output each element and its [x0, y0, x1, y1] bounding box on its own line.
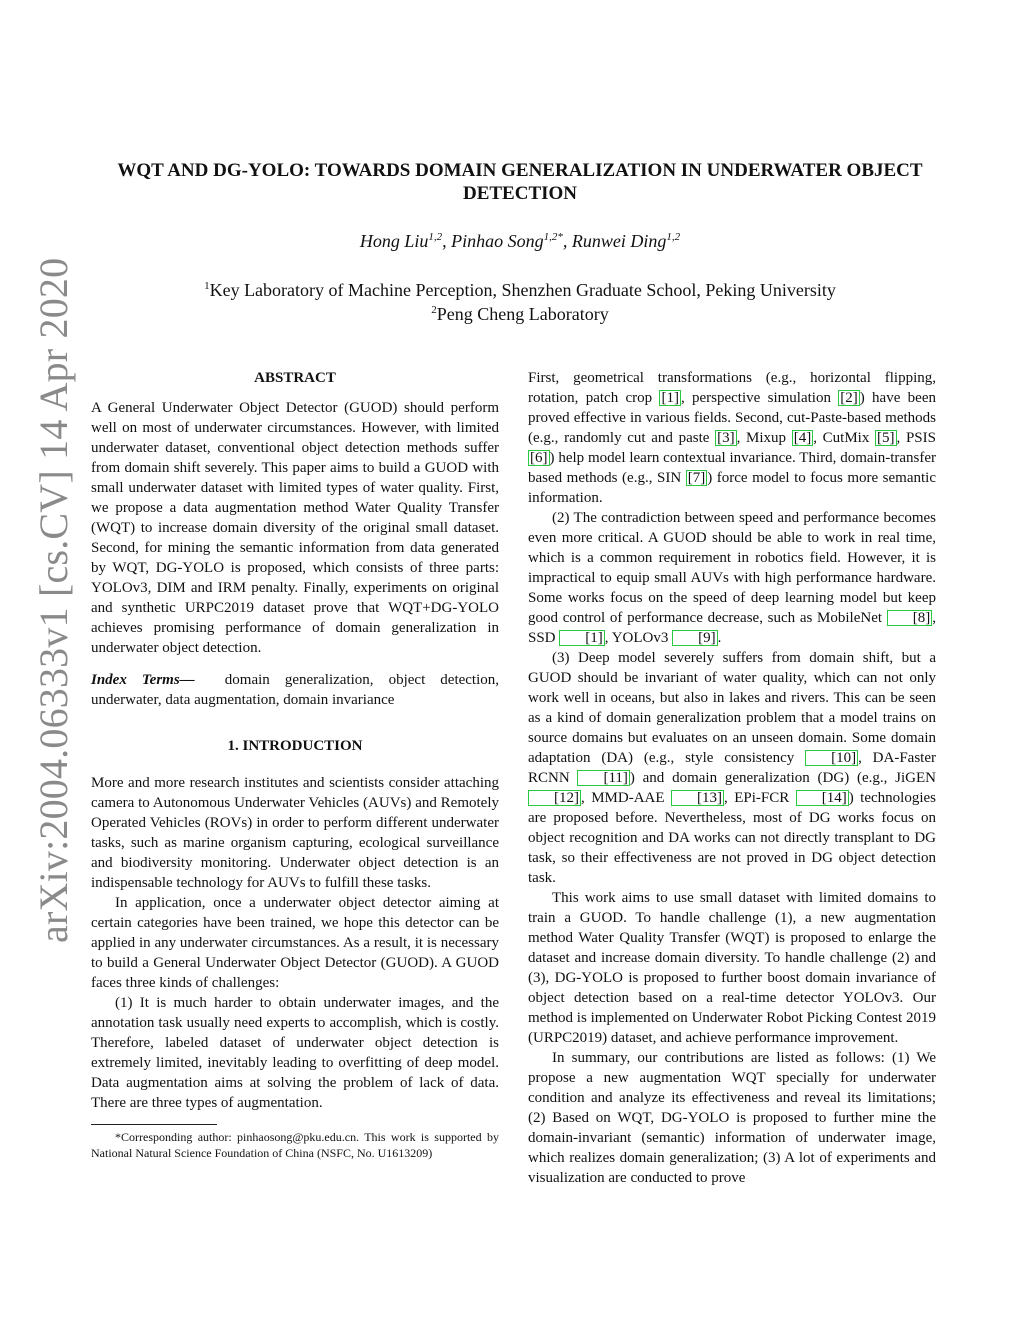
- author-name: Pinhao Song: [451, 231, 544, 251]
- author-name: Hong Liu: [359, 231, 429, 251]
- author-affiliation-marker: 1,2*: [543, 231, 563, 243]
- body-paragraph: [528, 368, 936, 508]
- author-affiliation-marker: 1,2: [428, 231, 443, 243]
- introduction-heading: 1. INTRODUCTION: [227, 738, 363, 754]
- citation-link[interactable]: [14]: [796, 790, 849, 806]
- text-run: .: [717, 630, 722, 646]
- text-run: , DA-Faster RCNN: [528, 750, 936, 786]
- citation-link[interactable]: [13]: [671, 790, 724, 806]
- affiliation-text: Peng Cheng Laboratory: [436, 304, 609, 324]
- footnote-rule: [91, 1124, 217, 1125]
- text-run: (3) Deep model severely suffers from domain shift, but a GUOD should be invariant of water quality, which can not only work well in oceans, but also in lakes and rivers. This can be seen as a kind of domain generalization problem that a model trains on source domains but evaluates on an unseen domain. Some domain adaptation (DA) (e.g., style consistency: [528, 650, 936, 766]
- paper-title: WQT AND DG-YOLO: TOWARDS DOMAIN GENERALIZATION IN UNDERWATER OBJECT DETECTION: [117, 160, 923, 204]
- author-affiliation-marker: 1,2: [666, 231, 681, 243]
- footnote: *Corresponding author: pinhaosong@pku.edu.cn. This work is supported by National Natural Science Foundation of China (NSFC, No. U1613209): [91, 1130, 499, 1160]
- affiliation-line: [100, 302, 940, 326]
- text-run: , Mixup: [736, 430, 792, 446]
- right-column: [528, 368, 936, 1188]
- citation-link[interactable]: [1]: [559, 630, 605, 646]
- citation-link[interactable]: [12]: [528, 790, 581, 806]
- abstract-heading: ABSTRACT: [254, 370, 336, 386]
- intro-paragraph: (1) It is much harder to obtain underwater images, and the annotation task usually need experts to accomplish, which is costly. Therefore, labeled dataset of underwater object detection is extremely limited, inevitably leading to overfitting of deep model. Data augmentation aims at solving the problem of lack of data. There are three types of augmentation.: [91, 995, 499, 1111]
- text-run: First, geometrical transformations (e.g., horizontal flipping, rotation, patch crop: [528, 370, 936, 406]
- affiliations: [100, 278, 940, 326]
- left-column: [91, 368, 499, 1161]
- text-run: ) and domain generalization (DG) (e.g., JiGEN: [629, 770, 936, 786]
- text-run: , CutMix: [813, 430, 876, 446]
- index-terms-text: domain generalization, object detection, underwater, data augmentation, domain invariance: [91, 672, 500, 708]
- body-paragraph: [528, 508, 936, 648]
- text-run: ) help model learn contextual invariance. Third, domain-transfer based methods (e.g., SIN: [528, 450, 936, 486]
- citation-link[interactable]: [5]: [877, 430, 895, 446]
- index-terms: [91, 670, 499, 710]
- author-name: Runwei Ding: [571, 231, 667, 251]
- citation-link[interactable]: [11]: [577, 770, 629, 786]
- intro-paragraph: In application, once a underwater object detector aiming at certain categories have been trained, we hope this detector can be applied in any underwater circumstances. As a result, it is necessary to build a General Underwater Object Detector (GUOD). A GUOD faces three kinds of challenges:: [91, 895, 499, 991]
- citation-link[interactable]: [1]: [661, 390, 679, 406]
- affiliation-text: Key Laboratory of Machine Perception, Shenzhen Graduate School, Peking University: [209, 280, 836, 300]
- citation-link[interactable]: [10]: [805, 750, 858, 766]
- citation-link[interactable]: [6]: [530, 450, 548, 466]
- citation-link[interactable]: [8]: [887, 610, 933, 626]
- author-list: Hong Liu$^{1,2}$, Pinhao Song$^{1,2*}$, Runwei Ding$^{1,2}$: [359, 231, 681, 251]
- affiliation-line: [100, 278, 940, 302]
- text-run: , YOLOv3: [604, 630, 673, 646]
- affiliation-marker: 2: [431, 304, 437, 316]
- intro-paragraph: More and more research institutes and scientists consider attaching camera to Autonomous Underwater Vehicles (AUVs) and Remotely Operated Vehicles (ROVs) in order to perform different underwater tasks, such as marine organism capturing, ecological surveillance and biodiversity monitoring. Underwater object detection is an indispensable technology for AUVs to fulfill these tasks.: [91, 775, 499, 891]
- text-run: (2) The contradiction between speed and performance becomes even more critical. A GUOD should be able to work in real time, which is a common requirement in robotics field. However, it is impractical to equip small AUVs with high performance hardware. Some works focus on the speed of deep learning model but keep good control of performance decrease, such as MobileNet: [528, 510, 936, 626]
- text-run: , EPi-FCR: [724, 790, 796, 806]
- abstract-text: A General Underwater Object Detector (GUOD) should perform well on most of underwater circumstances. However, with limited underwater dataset, conventional object detection methods suffer from domain shift severely. This paper aims to build a GUOD with small underwater dataset with limited types of water quality. First, we propose a data augmentation method Water Quality Transfer (WQT) to increase domain diversity of the original small dataset. Second, for mining the semantic information from data generated by WQT, DG-YOLO is proposed, which consists of three parts: YOLOv3, DIM and IRM penalty. Finally, experiments on original and synthetic URPC2019 dataset prove that WQT+DG-YOLO achieves promising performance of domain generalization in underwater object detection.: [91, 400, 499, 656]
- text-run: , SSD: [528, 610, 936, 646]
- citation-link[interactable]: [4]: [793, 430, 812, 446]
- body-paragraph: This work aims to use small dataset with limited domains to train a GUOD. To handle challenge (1), a new augmentation method Water Quality Transfer (WQT) is proposed to enlarge the dataset and increase domain diversity. To handle challenge (2) and (3), DG-YOLO is proposed to further boost domain invariance of object detection based on a real-time detector YOLOv3. Our method is implemented on Underwater Robot Picking Contest 2019 (URPC2019) dataset, and achieve performance improvement.: [528, 890, 936, 1046]
- text-run: , perspective simulation: [680, 390, 839, 406]
- text-run: , PSIS: [896, 430, 936, 446]
- body-paragraph: [528, 648, 936, 888]
- text-run: , MMD-AAE: [581, 790, 672, 806]
- citation-link[interactable]: [2]: [840, 390, 858, 406]
- text-run: ) force model to focus more semantic information.: [528, 470, 936, 506]
- citation-link[interactable]: [3]: [717, 430, 735, 446]
- citation-link[interactable]: [9]: [672, 630, 718, 646]
- arxiv-identifier[interactable]: arXiv:2004.06333v1 [cs.CV] 14 Apr 2020: [31, 257, 76, 943]
- affiliation-marker: 1: [204, 280, 210, 292]
- citation-link[interactable]: [7]: [687, 470, 706, 486]
- text-run: ) technologies are proposed before. Nevertheless, most of DG works focus on object recognition and DA works can not directly transplant to DG task, so their effectiveness are not proved in DG object detection task.: [528, 790, 936, 886]
- index-terms-label: Index Terms—: [91, 672, 195, 688]
- body-paragraph: In summary, our contributions are listed as follows: (1) We propose a new augmentation WQT specially for underwater condition and analyze its effectiveness and reveal its limitations; (2) Based on WQT, DG-YOLO is proposed to further mine the domain-invariant (semantic) information of underwater image, which realizes domain generalization; (3) A lot of experiments and visualization are conducted to prove: [528, 1050, 936, 1186]
- text-run: ) have been proved effective in various fields. Second, cut-Paste-based methods (e.g., randomly cut and paste: [528, 390, 936, 446]
